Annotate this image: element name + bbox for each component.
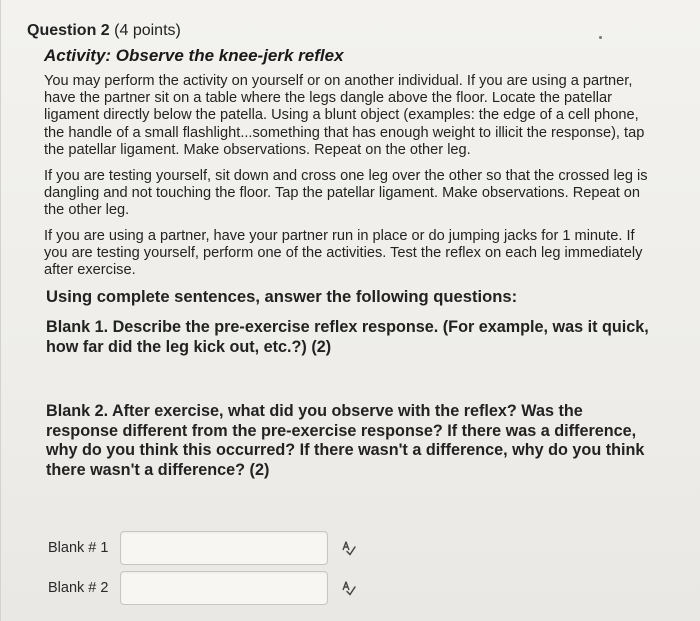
- blank-1-label: Blank # 1: [48, 540, 109, 556]
- activity-title: Activity: Observe the knee-jerk reflex: [44, 46, 344, 65]
- question-number: Question 2: [27, 22, 110, 39]
- instruction-heading: Using complete sentences, answer the following questions:: [46, 287, 518, 307]
- spellcheck-icon[interactable]: [339, 579, 357, 597]
- blank-2-row: [48, 571, 328, 605]
- decorative-dot: [599, 36, 602, 39]
- question-header: [27, 22, 181, 40]
- blank-2-input[interactable]: [120, 571, 328, 605]
- activity-paragraph-2: If you are testing yourself, sit down and cross one leg over the other so that the crossed leg is dangling and not touching the floor. Tap the patellar ligament. Make observations. Repeat on the other leg.: [44, 168, 648, 219]
- blank-2-question: Blank 2. After exercise, what did you observe with the reflex? Was the response different from the pre-exercise response? If there was a difference, why do you think this occurred? If there wasn't a difference, why do you think there wasn't a difference? (2): [46, 402, 645, 479]
- blank-1-row: [48, 531, 328, 565]
- blank-1-input[interactable]: [120, 531, 328, 565]
- spellcheck-icon[interactable]: [339, 539, 357, 557]
- blank-2-label: Blank # 2: [48, 580, 109, 596]
- question-body: [44, 45, 656, 480]
- activity-paragraph-3: If you are using a partner, have your partner run in place or do jumping jacks for 1 minute. If you are testing yourself, perform one of the activities. Test the reflex on each leg immediately after exercise.: [44, 227, 643, 279]
- blank-1-question: Blank 1. Describe the pre-exercise reflex response. (For example, was it quick, how far did the leg kick out, etc.?) (2): [46, 318, 649, 356]
- activity-paragraph-1: You may perform the activity on yourself or on another individual. If you are using a partner, have the partner sit on a table where the legs dangle above the floor. Locate the patellar ligament directly below the patella. Using a blunt object (examples: the edge of a cell phone, the handle of a small flashlight...something that has enough weight to illicit the response), tap the patellar ligament. Make observations. Repeat on the other leg.: [44, 73, 645, 158]
- question-points: (4 points): [114, 22, 181, 39]
